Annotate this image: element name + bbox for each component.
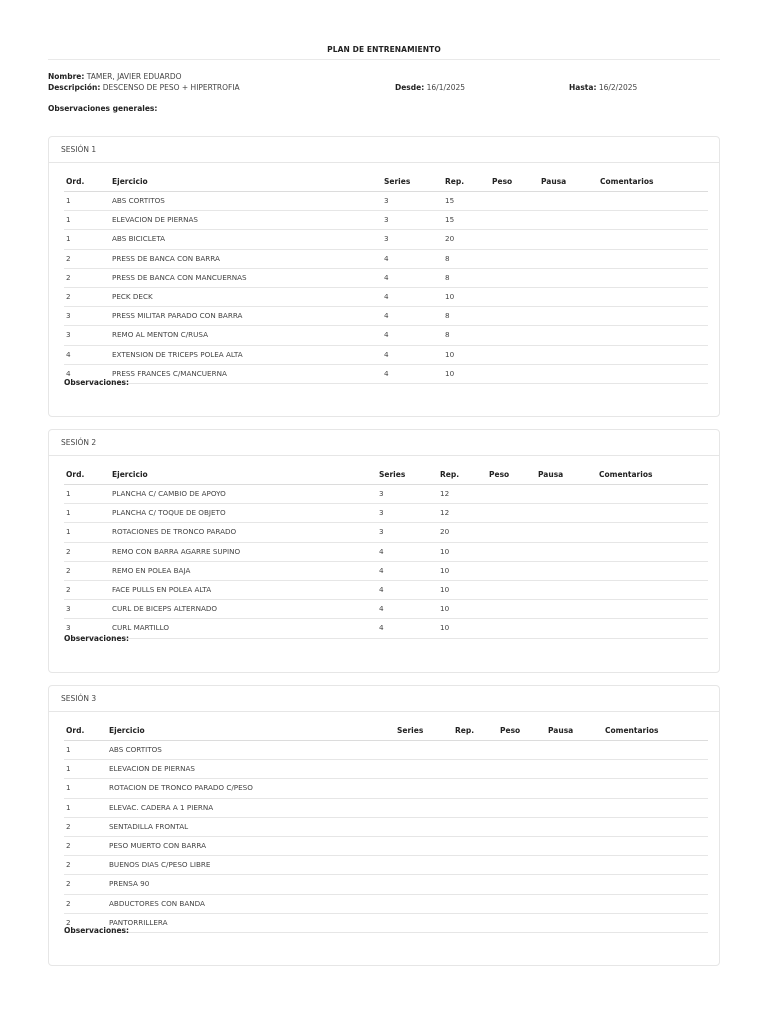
session-title-1: SESIÓN 1 [49, 137, 719, 163]
cell-ejercicio: BUENOS DIAS C/PESO LIBRE [109, 860, 211, 870]
table-row [64, 760, 708, 779]
page-title: PLAN DE ENTRENAMIENTO [327, 45, 441, 54]
col-ord: Ord. [66, 726, 85, 735]
cell-ejercicio: REMO AL MENTON C/RUSA [112, 330, 209, 340]
cell-ejercicio: ELEVAC. CADERA A 1 PIERNA [109, 802, 214, 812]
table-row [64, 269, 708, 288]
cell-ejercicio: ROTACION DE TRONCO PARADO C/PESO [109, 783, 253, 793]
observaciones-label-1: Observaciones: [64, 378, 130, 387]
cell-ejercicio: PLANCHA C/ TOQUE DE OBJETO [112, 508, 226, 518]
col-pausa: Pausa [541, 177, 567, 186]
table-row [64, 346, 708, 365]
cell-rep: 8 [445, 311, 450, 321]
cell-rep: 8 [445, 272, 450, 282]
cell-ord: 2 [66, 860, 71, 870]
col-ejercicio: Ejercicio [112, 470, 148, 479]
cell-ord: 4 [66, 368, 71, 378]
cell-ord: 2 [66, 821, 71, 831]
cell-rep: 10 [440, 584, 450, 594]
table-row [64, 895, 708, 914]
table-body [64, 192, 708, 384]
cell-ejercicio: ELEVACION DE PIERNAS [112, 215, 198, 225]
cell-rep: 10 [445, 368, 455, 378]
descripcion-label: Descripción: [48, 83, 101, 92]
cell-ejercicio: ROTACIONES DE TRONCO PARADO [112, 527, 237, 537]
table-row [64, 192, 708, 211]
cell-ejercicio: PANTORRILLERA [109, 917, 168, 927]
cell-ord: 3 [66, 623, 71, 633]
cell-series: 4 [384, 349, 389, 359]
cell-series: 4 [384, 253, 389, 263]
descripcion-value: DESCENSO DE PESO + HIPERTROFIA [102, 83, 240, 92]
cell-ejercicio: PRESS DE BANCA CON BARRA [112, 253, 220, 263]
cell-rep: 8 [445, 330, 450, 340]
table-header [64, 173, 708, 192]
cell-ord: 2 [66, 253, 71, 263]
col-comentarios: Comentarios [605, 726, 659, 735]
col-pausa: Pausa [548, 726, 574, 735]
cell-ejercicio: CURL DE BICEPS ALTERNADO [112, 604, 218, 614]
table-header [64, 466, 708, 485]
session-table-2 [64, 466, 708, 639]
table-row [64, 211, 708, 230]
cell-ejercicio: ABS CORTITOS [109, 745, 162, 754]
cell-ord: 1 [66, 527, 71, 537]
cell-ord: 1 [66, 745, 71, 754]
cell-ejercicio: REMO EN POLEA BAJA [112, 565, 191, 575]
cell-rep: 8 [445, 253, 450, 263]
cell-ejercicio: PECK DECK [112, 291, 153, 301]
table-row [64, 562, 708, 581]
table-row [64, 250, 708, 269]
table-row [64, 799, 708, 818]
cell-rep: 15 [445, 196, 455, 205]
cell-series: 4 [384, 311, 389, 321]
cell-ejercicio: ABDUCTORES CON BANDA [109, 898, 205, 908]
table-row [64, 600, 708, 619]
cell-rep: 12 [440, 508, 450, 518]
col-ejercicio: Ejercicio [109, 726, 145, 735]
cell-series: 4 [384, 291, 389, 301]
cell-ord: 4 [66, 349, 71, 359]
cell-rep: 12 [440, 489, 450, 498]
cell-ejercicio: EXTENSION DE TRICEPS POLEA ALTA [112, 349, 243, 359]
table-row [64, 779, 708, 798]
cell-ord: 2 [66, 840, 71, 850]
cell-ord: 2 [66, 879, 71, 889]
title-divider [48, 59, 720, 60]
cell-ejercicio: PESO MUERTO CON BARRA [109, 840, 206, 850]
cell-series: 4 [379, 604, 384, 614]
cell-series: 4 [384, 330, 389, 340]
col-rep: Rep. [455, 726, 475, 735]
cell-ord: 3 [66, 311, 71, 321]
cell-ejercicio: CURL MARTILLO [112, 623, 170, 633]
cell-series: 4 [384, 272, 389, 282]
col-series: Series [379, 470, 406, 479]
col-rep: Rep. [440, 470, 460, 479]
cell-ord: 1 [66, 802, 71, 812]
col-pausa: Pausa [538, 470, 564, 479]
cell-ord: 2 [66, 272, 71, 282]
cell-series: 3 [384, 234, 389, 244]
cell-ord: 1 [66, 234, 71, 244]
col-ord: Ord. [66, 470, 85, 479]
cell-ejercicio: ABS BICICLETA [112, 234, 166, 244]
cell-ord: 1 [66, 215, 71, 225]
table-row [64, 288, 708, 307]
table-row [64, 485, 708, 504]
table-row [64, 230, 708, 249]
cell-series: 3 [379, 489, 384, 498]
table-row [64, 619, 708, 638]
table-row [64, 914, 708, 933]
cell-ord: 1 [66, 783, 71, 793]
table-header [64, 722, 708, 741]
cell-rep: 10 [445, 349, 455, 359]
info-hasta [569, 83, 637, 92]
info-observaciones-generales [48, 104, 157, 113]
observaciones-label-2: Observaciones: [64, 634, 130, 643]
cell-ejercicio: PRESS MILITAR PARADO CON BARRA [112, 311, 243, 321]
cell-ejercicio: PRENSA 90 [109, 879, 150, 889]
cell-series: 3 [384, 215, 389, 225]
cell-ejercicio: ELEVACION DE PIERNAS [109, 764, 195, 774]
cell-ord: 1 [66, 196, 71, 205]
cell-rep: 10 [440, 604, 450, 614]
table-body [64, 741, 708, 933]
cell-ord: 2 [66, 565, 71, 575]
cell-ord: 2 [66, 917, 71, 927]
cell-ord: 3 [66, 604, 71, 614]
cell-ord: 2 [66, 546, 71, 556]
cell-ejercicio: PRESS FRANCES C/MANCUERNA [112, 368, 227, 378]
session-card-2 [48, 429, 720, 673]
desde-label: Desde: [395, 83, 425, 92]
cell-rep: 10 [445, 291, 455, 301]
cell-ejercicio: PLANCHA C/ CAMBIO DE APOYO [112, 489, 226, 498]
table-row [64, 741, 708, 760]
info-nombre [48, 72, 182, 81]
table-row [64, 365, 708, 384]
cell-series: 3 [384, 196, 389, 205]
table-row [64, 543, 708, 562]
session-card-3 [48, 685, 720, 966]
cell-ejercicio: SENTADILLA FRONTAL [109, 821, 189, 831]
cell-rep: 20 [445, 234, 455, 244]
cell-rep: 20 [440, 527, 450, 537]
nombre-label: Nombre: [48, 72, 85, 81]
hasta-label: Hasta: [569, 83, 597, 92]
cell-ord: 2 [66, 584, 71, 594]
cell-ord: 1 [66, 508, 71, 518]
table-row [64, 307, 708, 326]
cell-series: 4 [379, 623, 384, 633]
nombre-value: TAMER, JAVIER EDUARDO [86, 72, 182, 81]
session-table-1 [64, 173, 708, 384]
cell-ejercicio: REMO CON BARRA AGARRE SUPINO [112, 546, 241, 556]
col-comentarios: Comentarios [600, 177, 654, 186]
hasta-value: 16/2/2025 [598, 83, 638, 92]
col-peso: Peso [489, 470, 510, 479]
cell-ord: 1 [66, 489, 71, 498]
cell-series: 4 [379, 584, 384, 594]
cell-rep: 15 [445, 215, 455, 225]
desde-value: 16/1/2025 [426, 83, 466, 92]
session-title-2: SESIÓN 2 [49, 430, 719, 456]
cell-series: 4 [379, 565, 384, 575]
col-peso: Peso [492, 177, 513, 186]
cell-ejercicio: ABS CORTITOS [112, 196, 165, 205]
info-desde [395, 83, 465, 92]
table-row [64, 875, 708, 894]
col-ord: Ord. [66, 177, 85, 186]
observaciones-generales-label: Observaciones generales: [48, 104, 158, 113]
col-peso: Peso [500, 726, 521, 735]
cell-series: 4 [379, 546, 384, 556]
session-title-3: SESIÓN 3 [49, 686, 719, 712]
cell-series: 3 [379, 508, 384, 518]
table-row [64, 326, 708, 345]
cell-ord: 3 [66, 330, 71, 340]
cell-rep: 10 [440, 565, 450, 575]
cell-ord: 2 [66, 291, 71, 301]
col-ejercicio: Ejercicio [112, 177, 148, 186]
cell-rep: 10 [440, 623, 450, 633]
table-row [64, 818, 708, 837]
cell-series: 4 [384, 368, 389, 378]
col-series: Series [397, 726, 424, 735]
cell-ord: 1 [66, 764, 71, 774]
table-row [64, 837, 708, 856]
table-body [64, 485, 708, 639]
table-row [64, 504, 708, 523]
cell-ord: 2 [66, 898, 71, 908]
session-card-1 [48, 136, 720, 417]
cell-ejercicio: PRESS DE BANCA CON MANCUERNAS [112, 272, 247, 282]
cell-ejercicio: FACE PULLS EN POLEA ALTA [112, 584, 212, 594]
table-row [64, 856, 708, 875]
col-rep: Rep. [445, 177, 465, 186]
session-table-3 [64, 722, 708, 933]
info-descripcion [48, 83, 240, 92]
table-row [64, 581, 708, 600]
col-series: Series [384, 177, 411, 186]
cell-rep: 10 [440, 546, 450, 556]
table-row [64, 523, 708, 542]
cell-series: 3 [379, 527, 384, 537]
observaciones-label-3: Observaciones: [64, 926, 130, 935]
col-comentarios: Comentarios [599, 470, 653, 479]
